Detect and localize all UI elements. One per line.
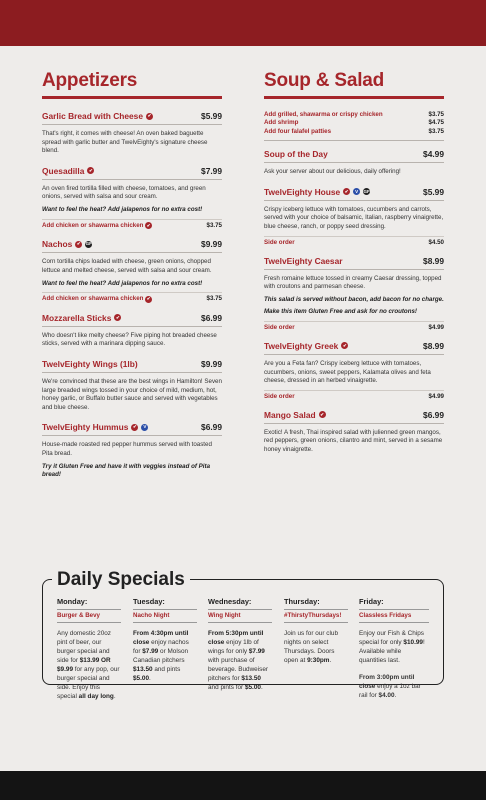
item-addon — [264, 321, 444, 331]
addon-row — [264, 128, 444, 136]
item-price: $8.99 — [423, 255, 444, 266]
item-name: Mozzarella Sticks — [42, 312, 112, 323]
special-description: From 5:30pm until close enjoy 1lb of wings for only $7.99 with purchase of beverage. Budweiser pitchers for $13.50 and pints for $5.00. — [208, 630, 269, 691]
pepper-icon: ✔ — [76, 241, 81, 247]
menu-item-garlic-bread — [42, 111, 222, 156]
addon-label: Side order — [264, 238, 295, 246]
item-description: Corn tortilla chips loaded with cheese, green onions, chopped lettuce and melted cheese, served with salsa and sour cream. — [42, 258, 212, 274]
item-addon — [42, 292, 222, 303]
soup-salad-title: Soup & Salad — [264, 70, 385, 91]
salad-addons — [264, 111, 444, 141]
item-description: House-made roasted red pepper hummus served with toasted Pita bread. — [42, 441, 212, 457]
pepper-icon: ✔ — [146, 296, 151, 302]
addon-label: Add chicken or shawarma chicken — [42, 221, 144, 229]
special-name: Wing Night — [208, 610, 272, 623]
addon-label: Add four falafel patties — [264, 127, 332, 135]
item-name: TwelvEighty Greek — [264, 340, 339, 351]
menu-item-house-salad — [264, 187, 444, 246]
item-note: Try it Gluten Free and have it with veggies instead of Pita bread! — [42, 462, 211, 479]
special-friday — [359, 597, 429, 700]
item-description: We're convinced that these are the best wings in Hamilton! Seven large breaded wings tossed in your choice of mild, medium, hot, honey garlic, or Buffalo butter sauce and served with vegetables and blue cheese. — [42, 378, 222, 411]
item-description: That's right, it comes with cheese! An oven baked baguette spread with garlic butter and TwelvEighty's signature cheese blend. — [42, 130, 208, 155]
special-description-2: From 3:00pm until close enjoy a 1oz bar rail for $4.00. — [359, 674, 421, 699]
special-wednesday — [208, 597, 272, 692]
item-addon — [264, 390, 444, 400]
item-description: Ask your server about our delicious, daily offering! — [264, 168, 401, 176]
menu-item-greek-salad — [264, 341, 444, 400]
item-name: TwelvEighty Caesar — [264, 255, 343, 266]
addon-price: $3.75 — [206, 295, 222, 303]
special-thursday — [284, 597, 348, 665]
pepper-icon: ✔ — [146, 222, 151, 228]
menu-item-mozzarella-sticks — [42, 313, 222, 349]
item-name: TwelvEighty Wings (1lb) — [42, 359, 138, 370]
item-description: Crispy iceberg lettuce with tomatoes, cucumbers and carrots, served with your choice of balsamic, Italian, raspberry vinaigrette, blue cheese, ranch, or poppy seed dressing. — [264, 205, 444, 230]
special-day: Monday: — [57, 597, 121, 610]
item-name: TwelvEighty House — [264, 186, 341, 197]
special-description: Any domestic 20oz pint of beer, our burger special and side for $13.99 OR $9.99 for any pop, our burger special and side. Enjoy this special all day long. — [57, 630, 120, 700]
item-price: $5.99 — [423, 186, 444, 197]
pepper-icon: ✔ — [344, 188, 349, 194]
item-description: An oven fired tortilla filled with cheese, tomatoes, and green onions, served with salsa and sour cream. — [42, 184, 206, 201]
gluten-free-icon: GF — [363, 188, 370, 194]
addon-row — [264, 111, 444, 119]
special-description: From 4:30pm until close enjoy nachos for $7.99 or Molson Canadian pitchers $13.50 and pints $5.00. — [133, 630, 189, 682]
pepper-icon: ✔ — [342, 342, 347, 348]
item-price: $9.99 — [201, 239, 222, 250]
pepper-icon: ✔ — [115, 314, 120, 320]
special-monday — [57, 597, 121, 701]
item-price: $6.99 — [423, 409, 444, 420]
menu-item-soup-of-the-day — [264, 149, 444, 177]
item-note: Make this item Gluten Free and ask for no croutons! — [264, 308, 417, 316]
special-day: Wednesday: — [208, 597, 272, 610]
item-name: Mango Salad — [264, 409, 316, 420]
menu-item-wings — [42, 359, 222, 412]
menu-item-nachos — [42, 239, 222, 303]
special-day: Thursday: — [284, 597, 348, 610]
menu-item-hummus — [42, 422, 222, 479]
vegan-icon: V — [355, 188, 359, 194]
item-description: Who doesn't like melty cheese? Five piping hot breaded cheese sticks, served with a marinara dipping sauce. — [42, 331, 217, 348]
menu-item-quesadilla — [42, 166, 222, 230]
soup-salad-section — [264, 70, 444, 465]
special-description: Join us for our club nights on select Thursdays. Doors open at 9:30pm. — [284, 630, 338, 664]
item-name: TwelvEighty Hummus — [42, 422, 129, 433]
pepper-icon: ✔ — [133, 424, 137, 430]
pepper-icon: ✔ — [147, 112, 152, 118]
vegan-icon: V — [143, 424, 147, 430]
item-description: Are you a Feta fan? Crispy iceberg lettuce with tomatoes, cucumbers, onions, sweet peppers, Kalamata olives and feta cheese, dressed in an herbed vinaigrette. — [264, 359, 431, 385]
addon-label: Add grilled, shawarma or crispy chicken — [264, 111, 383, 118]
addon-price: $3.75 — [428, 111, 444, 118]
special-name: Burger & Bevy — [57, 610, 121, 623]
item-name: Quesadilla — [42, 165, 85, 176]
section-divider — [264, 96, 444, 99]
item-description: Exotic! A fresh, Thai inspired salad with julienned green mangos, red peppers, green onions, cilantro and mint, served in a sesame honey vinaigrette. — [264, 428, 443, 453]
menu-item-caesar-salad — [264, 256, 444, 331]
item-price: $5.99 — [201, 111, 222, 121]
item-addon — [42, 219, 222, 230]
item-name: Garlic Bread with Cheese — [42, 111, 144, 121]
addon-label: Add chicken or shawarma chicken — [42, 295, 144, 303]
special-description: Enjoy our Fish & Chips special for only $10.99! Available while quantities last. — [359, 630, 425, 664]
item-addon — [264, 236, 444, 246]
appetizers-title: Appetizers — [42, 70, 138, 91]
item-note: Want to feel the heat? Add jalapenos for no extra cost! — [42, 205, 203, 213]
addon-price: $4.99 — [428, 392, 444, 400]
item-name: Soup of the Day — [264, 149, 328, 160]
gluten-free-icon: GF — [85, 241, 92, 247]
addon-price: $3.75 — [428, 127, 444, 135]
item-note: Want to feel the heat? Add jalapenos for no extra cost! — [42, 279, 203, 287]
menu-item-mango-salad — [264, 410, 444, 455]
addon-label: Side order — [264, 392, 295, 400]
section-divider — [42, 96, 222, 99]
special-tuesday — [133, 597, 197, 683]
addon-price: $4.75 — [428, 119, 444, 127]
item-description: Fresh romaine lettuce tossed in creamy Caesar dressing, topped with croutons and parmesan cheese. — [264, 274, 442, 291]
item-note: This salad is served without bacon, add bacon for no charge. — [264, 295, 444, 303]
addon-price: $3.75 — [206, 221, 222, 229]
item-name: Nachos — [42, 239, 73, 250]
special-day: Tuesday: — [133, 597, 197, 610]
item-price: $9.99 — [201, 359, 222, 370]
appetizers-section — [42, 70, 222, 490]
special-day: Friday: — [359, 597, 429, 610]
pepper-icon: ✔ — [88, 167, 93, 173]
item-price: $8.99 — [423, 340, 444, 351]
addon-row — [264, 119, 444, 127]
addon-price: $4.99 — [428, 323, 444, 331]
item-price: $6.99 — [201, 312, 222, 323]
addon-label: Add shrimp — [264, 119, 299, 127]
item-price: $6.99 — [201, 422, 222, 433]
daily-specials-title: Daily Specials — [52, 569, 190, 591]
item-price: $7.99 — [201, 165, 222, 176]
item-price: $4.99 — [423, 149, 444, 160]
special-name: #ThirstyThursdays! — [284, 610, 348, 623]
special-name: Nacho Night — [133, 610, 197, 623]
addon-label: Side order — [264, 323, 295, 331]
addon-price: $4.50 — [428, 238, 444, 246]
bottom-bar — [0, 771, 486, 800]
top-banner — [0, 0, 486, 46]
special-name: Classless Fridays — [359, 610, 429, 623]
pepper-icon: ✔ — [320, 411, 325, 417]
